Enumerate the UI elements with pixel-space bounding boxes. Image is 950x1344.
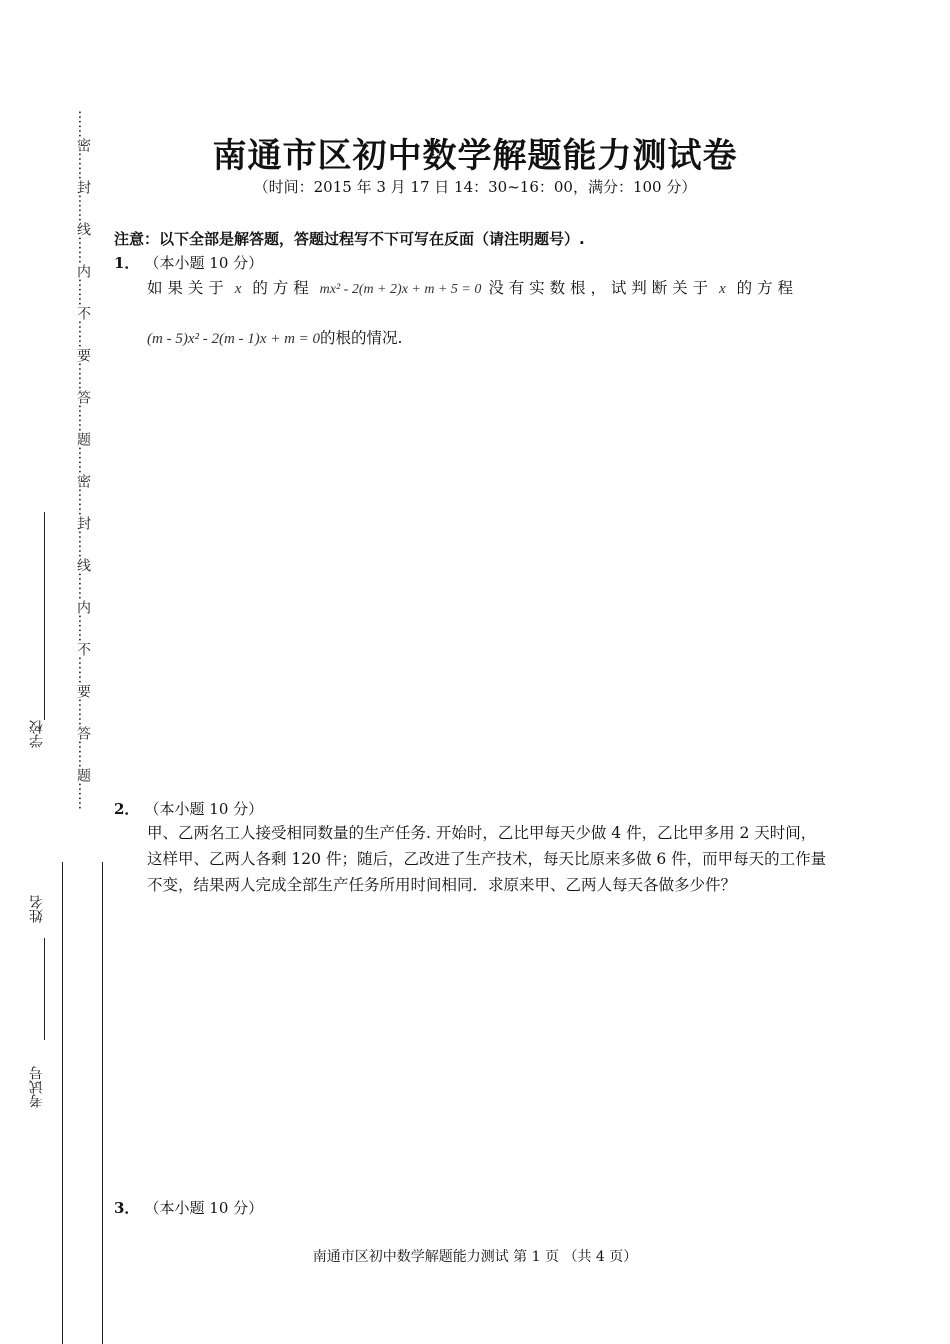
name-underline (44, 938, 45, 1040)
page-title: 南通市区初中数学解题能力测试卷 (212, 136, 738, 176)
binding-line-right (102, 862, 103, 1344)
q2-line: 不变，结果两人完成全部生产任务所用时间相同．求原来甲、乙两人每天各做多少件？ (147, 876, 737, 894)
q1-variable: x (719, 281, 726, 297)
page-footer: 南通市区初中数学解题能力测试 第 1 页 （共 4 页） (312, 1249, 638, 1265)
question-1-header (114, 252, 263, 273)
exam-no-label: 考试号 (29, 1066, 45, 1108)
question-number: 1． (114, 254, 140, 272)
q2-line: 甲、乙两名工人接受相同数量的生产任务. 开始时，乙比甲每天少做 4 件，乙比甲多用 2 天时间， (147, 824, 817, 842)
question-3-header (114, 1197, 263, 1218)
question-score: （本小题 10 分） (144, 254, 264, 272)
q1-text: 的 方 程 (252, 279, 309, 297)
q1-equation-1: mx² - 2(m + 2)x + m + 5 = 0 (319, 282, 482, 297)
notice-text: 注意：以下全部是解答题，答题过程写不下可写在反面（请注明题号）. (114, 230, 585, 248)
school-label: 学校 (29, 720, 45, 748)
question-1-line-1 (147, 275, 793, 303)
question-score: （本小题 10 分） (144, 800, 264, 818)
name-label: 姓名 (29, 895, 45, 923)
seal-line-text: ……密……封……线……内……不……要……答……题……密……封……线……内……不……要……答……题…… (75, 110, 91, 810)
binding-line-left (62, 862, 63, 1344)
question-2-body (147, 820, 847, 898)
q1-equation-2: (m - 5)x² - 2(m - 1)x + m = 0 (147, 331, 321, 347)
q1-text: 如 果 关 于 (147, 279, 224, 297)
q1-text: 没 有 实 数 根 ， 试 判 断 关 于 (488, 279, 709, 297)
question-number: 2． (114, 800, 140, 818)
exam-info: （时间：2015 年 3 月 17 日 14：30~16：00，满分：100 分） (253, 178, 697, 196)
question-1-line-2 (147, 325, 402, 352)
q2-line: 这样甲、乙两人各剩 120 件；随后，乙改进了生产技术，每天比原来多做 6 件，而甲每天的工作量 (147, 850, 827, 868)
question-score: （本小题 10 分） (144, 1199, 264, 1217)
q1-text: 的 方 程 (736, 279, 793, 297)
q1-text: 的根的情况. (320, 329, 403, 347)
school-underline (44, 512, 45, 720)
question-2-header (114, 798, 263, 819)
question-number: 3． (114, 1199, 140, 1217)
q1-variable: x (234, 281, 242, 297)
